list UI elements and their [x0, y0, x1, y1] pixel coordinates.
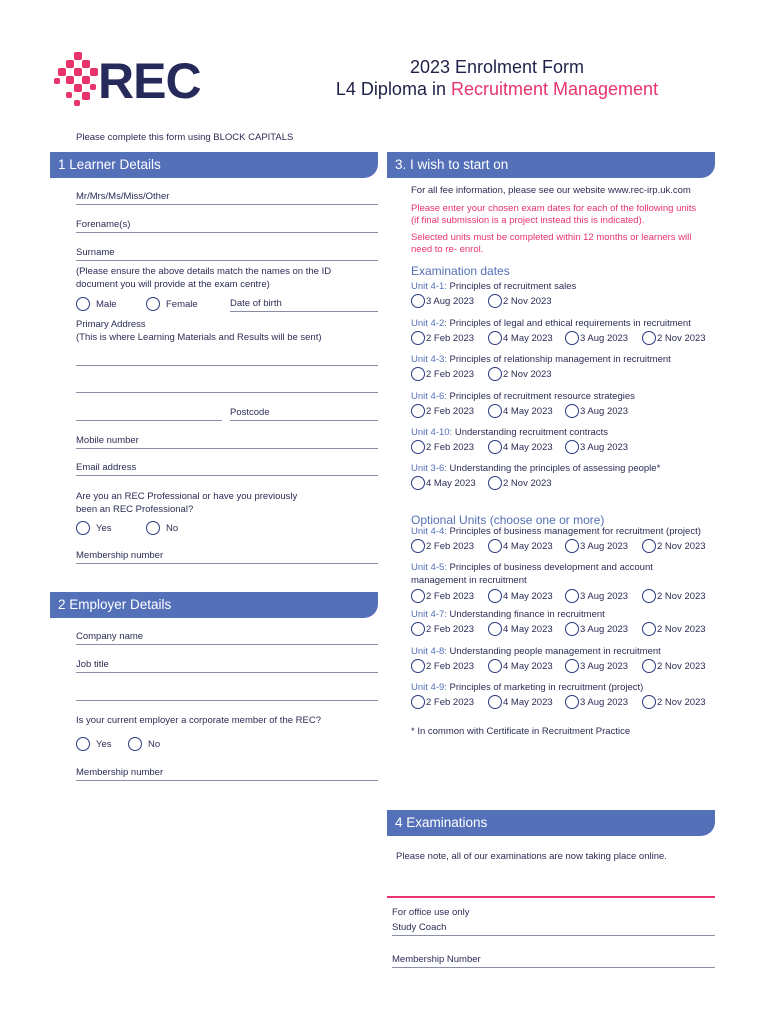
unit-title [411, 391, 715, 404]
date-label: 4 May 2023 [426, 477, 476, 489]
female-label: Female [166, 298, 198, 310]
unit-name: Principles of legal and ethical requirements in recruitment [446, 318, 691, 329]
date-label: 3 Aug 2023 [426, 295, 475, 307]
section-start-header: 3. I wish to start on [387, 152, 715, 178]
date-radio[interactable] [411, 589, 425, 603]
office-divider [387, 896, 715, 898]
date-radio[interactable] [488, 589, 502, 603]
male-label: Male [96, 298, 117, 310]
yes-radio[interactable] [76, 521, 90, 535]
exam-date-option[interactable] [642, 589, 713, 603]
date-label: 4 May 2023 [503, 660, 553, 672]
unit-name: Principles of recruitment resource strategies [446, 391, 635, 402]
unit-name: Principles of recruitment sales [446, 281, 577, 292]
date-label: 2 Feb 2023 [426, 696, 475, 708]
exam-date-options [411, 440, 636, 454]
date-label: 2 Feb 2023 [426, 332, 475, 344]
unit-title [411, 526, 715, 539]
unit-name-line2: management in recruitment [411, 574, 527, 586]
exam-date-option[interactable] [642, 331, 713, 345]
membership-number-field[interactable]: Membership number [76, 550, 378, 564]
date-radio[interactable] [488, 367, 502, 381]
date-radio[interactable] [411, 695, 425, 709]
date-radio[interactable] [488, 539, 502, 553]
date-radio[interactable] [488, 294, 502, 308]
date-radio[interactable] [565, 589, 579, 603]
form-title: 2023 Enrolment Form [409, 57, 585, 77]
surname-field[interactable]: Surname [76, 247, 378, 261]
section-learner-details-header: 1 Learner Details [50, 152, 378, 178]
exam-date-option[interactable] [411, 695, 482, 709]
study-coach-field[interactable]: Study Coach [392, 922, 715, 936]
date-radio[interactable] [488, 659, 502, 673]
unit-code: Unit 4-4: [411, 526, 447, 537]
female-radio[interactable] [146, 297, 160, 311]
title-field[interactable]: Mr/Mrs/Ms/Miss/Other [76, 191, 378, 205]
company-name-field[interactable]: Company name [76, 631, 378, 645]
date-label: 2 Nov 2023 [503, 295, 552, 307]
exam-date-option[interactable] [565, 404, 636, 418]
date-radio[interactable] [565, 539, 579, 553]
address-line-3[interactable] [76, 420, 222, 421]
exam-date-option[interactable] [642, 539, 713, 553]
unit-code: Unit 3-6: [411, 463, 447, 474]
date-radio[interactable] [642, 589, 656, 603]
date-label: 2 Feb 2023 [426, 368, 475, 380]
date-radio[interactable] [411, 331, 425, 345]
date-radio[interactable] [565, 622, 579, 636]
date-radio[interactable] [411, 440, 425, 454]
no-radio[interactable] [128, 737, 142, 751]
unit-title [411, 463, 715, 476]
date-radio[interactable] [565, 695, 579, 709]
exam-date-options [411, 331, 713, 345]
address-line-1[interactable] [76, 365, 378, 366]
completion-warning-line2: need to re- enrol. [411, 244, 484, 255]
date-radio[interactable] [642, 695, 656, 709]
unit-code: Unit 4-5: [411, 562, 447, 573]
date-label: 3 Aug 2023 [580, 660, 629, 672]
unit-code: Unit 4-7: [411, 609, 447, 620]
exam-date-option[interactable] [411, 440, 482, 454]
exam-date-option[interactable] [565, 331, 636, 345]
examination-dates-heading: Examination dates [411, 264, 510, 278]
exam-date-options [411, 404, 636, 418]
date-label: 2 Nov 2023 [657, 696, 706, 708]
completion-warning-line1: Selected units must be completed within 12 months or learners will [411, 232, 692, 243]
date-radio[interactable] [488, 622, 502, 636]
date-radio[interactable] [642, 659, 656, 673]
exam-date-option[interactable] [488, 476, 559, 490]
unit-code: Unit 4-2: [411, 318, 447, 329]
date-label: 2 Feb 2023 [426, 405, 475, 417]
date-radio[interactable] [565, 659, 579, 673]
date-radio[interactable] [642, 539, 656, 553]
exam-date-options [411, 589, 713, 603]
exam-date-option[interactable] [488, 659, 559, 673]
unit-code: Unit 4-9: [411, 682, 447, 693]
date-label: 3 Aug 2023 [580, 441, 629, 453]
date-label: 2 Nov 2023 [503, 368, 552, 380]
unit-name: Understanding people management in recruitment [446, 646, 661, 657]
date-radio[interactable] [642, 622, 656, 636]
date-radio[interactable] [411, 539, 425, 553]
subtitle-prefix: L4 Diploma in [335, 79, 451, 99]
date-radio[interactable] [411, 659, 425, 673]
unit-name: Understanding finance in recruitment [446, 609, 605, 620]
id-note-line1: (Please ensure the above details match the names on the ID [76, 266, 332, 277]
exam-date-instruction-line1: Please enter your chosen exam dates for each of the following units [411, 203, 697, 214]
job-title-field[interactable]: Job title [76, 659, 378, 673]
date-label: 4 May 2023 [503, 540, 553, 552]
exam-date-options [411, 539, 713, 553]
unit-title [411, 562, 715, 587]
unit-name: Principles of relationship management in recruitment [446, 354, 671, 365]
forename-field[interactable]: Forename(s) [76, 219, 378, 233]
email-field[interactable]: Email address [76, 462, 378, 476]
unit-code: Unit 4-8: [411, 646, 447, 657]
date-label: 2 Feb 2023 [426, 660, 475, 672]
mobile-field[interactable]: Mobile number [76, 435, 378, 449]
date-label: 3 Aug 2023 [580, 540, 629, 552]
exam-date-option[interactable] [488, 440, 559, 454]
form-subtitle [312, 79, 682, 100]
unit-code: Unit 4-1: [411, 281, 447, 292]
unit-name: Principles of marketing in recruitment (project) [446, 682, 644, 693]
examinations-note: Please note, all of our examinations are now taking place online. [396, 851, 667, 862]
exam-date-instruction-line2: (if final submission is a project instead this is indicated). [411, 215, 645, 226]
no-label: No [166, 522, 179, 534]
date-radio[interactable] [488, 440, 502, 454]
date-label: 3 Aug 2023 [580, 405, 629, 417]
date-label: 2 Nov 2023 [657, 590, 706, 602]
date-label: 2 Feb 2023 [426, 590, 475, 602]
date-label: 2 Nov 2023 [657, 540, 706, 552]
exam-date-option[interactable] [565, 659, 636, 673]
male-radio[interactable] [76, 297, 90, 311]
unit-name: Understanding the principles of assessing people* [446, 463, 661, 474]
exam-date-option[interactable] [565, 622, 636, 636]
exam-date-option[interactable] [411, 367, 482, 381]
date-radio[interactable] [565, 331, 579, 345]
exam-date-option[interactable] [411, 622, 482, 636]
date-label: 2 Nov 2023 [657, 660, 706, 672]
yes-label: Yes [96, 738, 112, 750]
date-radio[interactable] [488, 404, 502, 418]
date-label: 3 Aug 2023 [580, 332, 629, 344]
yes-radio[interactable] [76, 737, 90, 751]
date-radio[interactable] [411, 404, 425, 418]
logo-text: REC [98, 53, 201, 109]
date-label: 3 Aug 2023 [580, 623, 629, 635]
exam-date-option[interactable] [488, 404, 559, 418]
date-label: 2 Feb 2023 [426, 441, 475, 453]
exam-date-option[interactable] [411, 589, 482, 603]
footnote: * In common with Certificate in Recruitment Practice [411, 726, 631, 737]
fee-info: For all fee information, please see our website www.rec-irp.uk.com [411, 185, 691, 196]
date-label: 4 May 2023 [503, 590, 553, 602]
exam-date-option[interactable] [411, 476, 482, 490]
exam-date-options [411, 622, 713, 636]
date-label: 4 May 2023 [503, 441, 553, 453]
office-use-label: For office use only [392, 907, 470, 918]
exam-date-option[interactable] [411, 331, 482, 345]
exam-date-option[interactable] [411, 404, 482, 418]
unit-title [411, 281, 715, 294]
employer-membership-field[interactable]: Membership number [76, 767, 378, 781]
exam-date-option[interactable] [565, 589, 636, 603]
address-line-2[interactable] [76, 392, 378, 393]
corporate-no-option[interactable] [128, 737, 160, 751]
unit-title [411, 609, 715, 622]
unit-title [411, 682, 715, 695]
date-radio[interactable] [411, 367, 425, 381]
section-employer-details-header: 2 Employer Details [50, 592, 378, 618]
unit-code: Unit 4-3: [411, 354, 447, 365]
exam-date-option[interactable] [488, 367, 559, 381]
exam-date-option[interactable] [565, 539, 636, 553]
exam-date-options [411, 294, 559, 308]
exam-date-option[interactable] [642, 695, 713, 709]
address-note: (This is where Learning Materials and Results will be sent) [76, 332, 322, 343]
date-label: 3 Aug 2023 [580, 590, 629, 602]
date-label: 4 May 2023 [503, 696, 553, 708]
date-label: 2 Nov 2023 [657, 623, 706, 635]
rec-professional-question-line2: been an REC Professional? [76, 504, 194, 515]
date-radio[interactable] [642, 331, 656, 345]
date-radio[interactable] [411, 294, 425, 308]
unit-code: Unit 4-10: [411, 427, 453, 438]
date-radio[interactable] [411, 476, 425, 490]
corporate-member-question: Is your current employer a corporate member of the REC? [76, 715, 321, 726]
exam-date-option[interactable] [488, 589, 559, 603]
date-label: 4 May 2023 [503, 623, 553, 635]
exam-date-option[interactable] [411, 659, 482, 673]
exam-date-options [411, 367, 559, 381]
exam-date-options [411, 476, 559, 490]
postcode-field[interactable]: Postcode [230, 407, 378, 421]
exam-date-option[interactable] [488, 539, 559, 553]
rec-professional-question-line1: Are you an REC Professional or have you previously [76, 491, 298, 502]
date-of-birth-field[interactable]: Date of birth [230, 298, 378, 312]
date-radio[interactable] [488, 331, 502, 345]
unit-name: Principles of business development and account [446, 562, 653, 573]
no-radio[interactable] [146, 521, 160, 535]
date-label: 2 Feb 2023 [426, 623, 475, 635]
intro-text: Please complete this form using BLOCK CAPITALS [76, 132, 294, 143]
exam-date-option[interactable] [565, 440, 636, 454]
gender-male-option[interactable] [76, 297, 117, 311]
date-radio[interactable] [565, 404, 579, 418]
id-note-line2: document you will provide at the exam centre) [76, 279, 270, 290]
exam-date-option[interactable] [488, 331, 559, 345]
date-radio[interactable] [488, 476, 502, 490]
date-label: 2 Nov 2023 [657, 332, 706, 344]
unit-title [411, 427, 715, 440]
subtitle-highlight: Recruitment Management [450, 79, 659, 99]
exam-date-option[interactable] [488, 695, 559, 709]
unit-title [411, 318, 715, 331]
no-label: No [148, 738, 161, 750]
optional-units-heading: Optional Units (choose one or more) [411, 513, 605, 527]
employer-blank-line[interactable] [76, 700, 378, 701]
exam-date-option[interactable] [411, 539, 482, 553]
corporate-yes-option[interactable] [76, 737, 112, 751]
gender-female-option[interactable] [146, 297, 198, 311]
date-radio[interactable] [565, 440, 579, 454]
unit-title [411, 354, 715, 367]
date-label: 4 May 2023 [503, 405, 553, 417]
rec-professional-no-option[interactable] [146, 521, 178, 535]
yes-label: Yes [96, 522, 112, 534]
date-label: 4 May 2023 [503, 332, 553, 344]
unit-title [411, 646, 715, 659]
office-membership-number-field[interactable]: Membership Number [392, 954, 715, 968]
unit-name: Understanding recruitment contracts [452, 427, 608, 438]
exam-date-option[interactable] [565, 695, 636, 709]
exam-date-option[interactable] [642, 659, 713, 673]
unit-code: Unit 4-6: [411, 391, 447, 402]
date-label: 2 Feb 2023 [426, 540, 475, 552]
address-label: Primary Address [76, 319, 146, 330]
rec-professional-yes-option[interactable] [76, 521, 112, 535]
exam-date-options [411, 695, 713, 709]
date-radio[interactable] [488, 695, 502, 709]
exam-date-option[interactable] [411, 294, 482, 308]
exam-date-option[interactable] [642, 622, 713, 636]
exam-date-option[interactable] [488, 622, 559, 636]
exam-date-options [411, 659, 713, 673]
date-radio[interactable] [411, 622, 425, 636]
date-label: 2 Nov 2023 [503, 477, 552, 489]
section-examinations-header: 4 Examinations [387, 810, 715, 836]
date-label: 3 Aug 2023 [580, 696, 629, 708]
exam-date-option[interactable] [488, 294, 559, 308]
unit-name: Principles of business management for recruitment (project) [446, 526, 701, 537]
